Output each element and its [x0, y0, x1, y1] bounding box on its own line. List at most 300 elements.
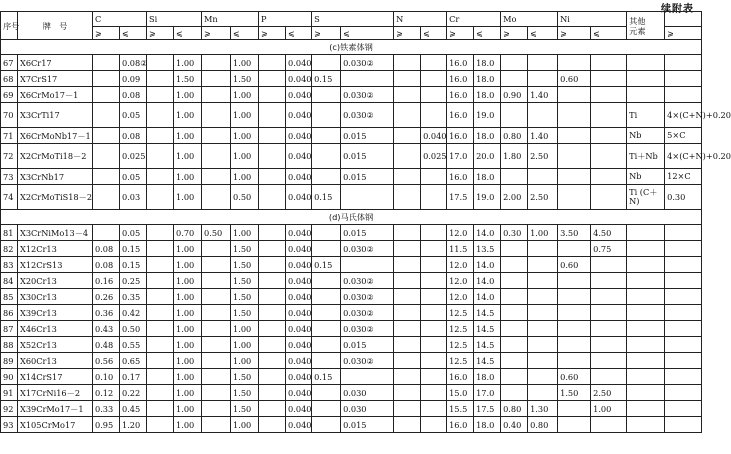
cell-s-max: 0.030② [341, 103, 394, 128]
cell-grade: X52Cr13 [18, 337, 93, 353]
cell-ni-max [591, 369, 627, 385]
cell-el [627, 369, 665, 385]
cell-no: 72 [1, 144, 18, 169]
cell-si-max: 1.00 [174, 257, 202, 273]
cell-s-min [312, 289, 341, 305]
cell-s-max: 0.015 [341, 337, 394, 353]
cell-cr-min: 16.0 [447, 128, 474, 144]
cell-grade: X39Cr13 [18, 305, 93, 321]
cell-mn-max: 1.00 [231, 103, 259, 128]
cell-mo-max: 2.50 [528, 185, 558, 210]
cell-el [627, 71, 665, 87]
cell-p-min [259, 241, 286, 257]
cell-ni-min [558, 273, 591, 289]
cell-mn-min [202, 55, 231, 71]
section-title: (c)铁素体钢 [1, 40, 702, 55]
cell-si-max: 1.00 [174, 289, 202, 305]
table-row [1, 241, 702, 257]
cell-si-min [147, 169, 174, 185]
cell-ni-min [558, 305, 591, 321]
cell-mo-max: 1.40 [528, 87, 558, 103]
cell-mn-max: 1.50 [231, 369, 259, 385]
cell-mn-min [202, 385, 231, 401]
cell-s-min [312, 225, 341, 241]
cell-s-max: 0.015 [341, 169, 394, 185]
cell-mo-min [501, 71, 528, 87]
cell-n-min [394, 305, 421, 321]
cell-si-min [147, 103, 174, 128]
cell-p-max: 0.040 [286, 144, 312, 169]
header-max-sign: ⩽ [174, 27, 202, 40]
cell-el-min [665, 273, 702, 289]
cell-mo-min [501, 289, 528, 305]
cell-ni-max [591, 144, 627, 169]
cell-n-max: 0.040 [421, 128, 447, 144]
cell-s-min [312, 353, 341, 369]
cell-cr-min: 12.0 [447, 257, 474, 273]
cell-el-min [665, 401, 702, 417]
cell-c-min [93, 225, 120, 241]
cell-c-max: 0.05 [120, 103, 147, 128]
table-body [1, 40, 731, 433]
cell-si-max: 1.00 [174, 87, 202, 103]
cell-cr-min: 16.0 [447, 417, 474, 433]
cell-ni-max [591, 289, 627, 305]
cell-n-max [421, 289, 447, 305]
table-row [1, 305, 702, 321]
cell-p-min [259, 128, 286, 144]
cell-p-max: 0.040 [286, 103, 312, 128]
cell-si-max: 1.00 [174, 337, 202, 353]
cell-ni-min: 0.60 [558, 369, 591, 385]
cell-c-min [93, 55, 120, 71]
cell-el-min: 5×C [665, 128, 702, 144]
cell-s-max [341, 369, 394, 385]
cell-si-max: 1.00 [174, 305, 202, 321]
header-max-sign: ⩽ [341, 27, 394, 40]
cell-si-max: 1.00 [174, 321, 202, 337]
cell-el: Nb [627, 128, 665, 144]
cell-s-min [312, 337, 341, 353]
cell-s-min [312, 87, 341, 103]
cell-mo-min [501, 337, 528, 353]
cell-mn-max: 1.50 [231, 71, 259, 87]
cell-grade: X6CrMoNb17－1 [18, 128, 93, 144]
header-max-sign: ⩽ [286, 27, 312, 40]
cell-ni-max [591, 185, 627, 210]
cell-el [627, 385, 665, 401]
cell-p-min [259, 103, 286, 128]
cell-p-max: 0.040 [286, 369, 312, 385]
cell-n-max [421, 321, 447, 337]
cell-el [627, 87, 665, 103]
cell-mo-max [528, 103, 558, 128]
cell-n-min [394, 185, 421, 210]
header-s: S [312, 12, 394, 27]
cell-ni-min [558, 353, 591, 369]
cell-si-max: 1.00 [174, 369, 202, 385]
cell-mn-max: 1.50 [231, 385, 259, 401]
cell-mo-min [501, 353, 528, 369]
cell-mn-max: 1.00 [231, 321, 259, 337]
cell-si-min [147, 128, 174, 144]
cell-n-min [394, 87, 421, 103]
cell-c-max: 0.42 [120, 305, 147, 321]
cell-mo-min: 0.80 [501, 128, 528, 144]
cell-ni-max: 2.50 [591, 385, 627, 401]
cell-mn-min [202, 103, 231, 128]
cell-p-min [259, 55, 286, 71]
cell-si-min [147, 71, 174, 87]
cell-mn-min [202, 353, 231, 369]
cell-mn-min [202, 289, 231, 305]
cell-s-min [312, 103, 341, 128]
table-row [1, 87, 702, 103]
header-grade: 牌 号 [18, 12, 93, 40]
header-mo: Mo [501, 12, 558, 27]
cell-cr-max: 14.0 [474, 273, 501, 289]
table-row [1, 71, 702, 87]
cell-mn-min [202, 369, 231, 385]
cell-mo-max [528, 55, 558, 71]
cell-c-max: 0.15 [120, 241, 147, 257]
cell-si-max: 1.00 [174, 241, 202, 257]
cell-no: 91 [1, 385, 18, 401]
cell-mn-min [202, 241, 231, 257]
table-row [1, 273, 702, 289]
table-row [1, 55, 702, 71]
cell-mn-max: 1.00 [231, 87, 259, 103]
cell-el-min [665, 55, 702, 71]
cell-no: 69 [1, 87, 18, 103]
cell-ni-min [558, 241, 591, 257]
cell-el-min [665, 241, 702, 257]
table-row [1, 185, 702, 210]
cell-p-min [259, 225, 286, 241]
cell-el [627, 353, 665, 369]
cell-si-min [147, 87, 174, 103]
header-max-sign: ⩽ [421, 27, 447, 40]
cell-ni-max [591, 337, 627, 353]
cell-cr-max: 14.0 [474, 289, 501, 305]
cell-ni-max: 1.00 [591, 401, 627, 417]
cell-c-min [93, 103, 120, 128]
cell-mo-min [501, 321, 528, 337]
cell-s-min [312, 55, 341, 71]
table-row [1, 225, 702, 241]
cell-c-min: 0.36 [93, 305, 120, 321]
cell-cr-min: 16.0 [447, 55, 474, 71]
cell-ni-min: 0.60 [558, 71, 591, 87]
cell-n-min [394, 369, 421, 385]
header-min-sign: ⩾ [558, 27, 591, 40]
cell-cr-min: 12.5 [447, 305, 474, 321]
cell-n-min [394, 273, 421, 289]
cell-grade: X12CrS13 [18, 257, 93, 273]
cell-mo-max: 1.30 [528, 401, 558, 417]
table-header [1, 12, 702, 40]
cell-grade: X14CrS17 [18, 369, 93, 385]
cell-p-min [259, 71, 286, 87]
cell-p-max: 0.040 [286, 128, 312, 144]
cell-grade: X20Cr13 [18, 273, 93, 289]
cell-c-min [93, 71, 120, 87]
cell-p-max: 0.040 [286, 241, 312, 257]
cell-ni-max [591, 417, 627, 433]
cell-c-min: 0.48 [93, 337, 120, 353]
cell-no: 84 [1, 273, 18, 289]
cell-mo-max [528, 353, 558, 369]
cell-si-max: 1.00 [174, 417, 202, 433]
cell-cr-max: 13.5 [474, 241, 501, 257]
cell-cr-min: 11.5 [447, 241, 474, 257]
cell-c-max: 0.22 [120, 385, 147, 401]
cell-ni-max [591, 273, 627, 289]
cell-c-max: 0.09 [120, 71, 147, 87]
cell-ni-min: 1.50 [558, 385, 591, 401]
cell-c-min: 0.33 [93, 401, 120, 417]
cell-c-min [93, 144, 120, 169]
cell-ni-min [558, 401, 591, 417]
header-p: P [259, 12, 312, 27]
cell-c-max: 0.65 [120, 353, 147, 369]
cell-mo-max [528, 241, 558, 257]
cell-ni-min [558, 103, 591, 128]
cell-mo-min: 1.80 [501, 144, 528, 169]
cell-ni-min [558, 185, 591, 210]
cell-c-min: 0.43 [93, 321, 120, 337]
cell-p-max: 0.040 [286, 55, 312, 71]
cell-n-max: 0.025 [421, 144, 447, 169]
cell-si-min [147, 273, 174, 289]
table-row [1, 128, 702, 144]
table-row [1, 369, 702, 385]
cell-no: 89 [1, 353, 18, 369]
header-si: Si [147, 12, 202, 27]
cell-si-max: 0.70 [174, 225, 202, 241]
cell-p-min [259, 289, 286, 305]
cell-mo-max [528, 337, 558, 353]
cell-p-max: 0.040 [286, 305, 312, 321]
cell-n-min [394, 289, 421, 305]
cell-el-min [665, 385, 702, 401]
header-mn: Mn [202, 12, 259, 27]
cell-s-max: 0.015 [341, 128, 394, 144]
cell-n-max [421, 185, 447, 210]
cell-c-min: 0.95 [93, 417, 120, 433]
cell-grade: X6CrMo17－1 [18, 87, 93, 103]
cell-s-max: 0.030 [341, 401, 394, 417]
cell-c-max: 0.55 [120, 337, 147, 353]
cell-si-max: 1.00 [174, 103, 202, 128]
cell-n-max [421, 103, 447, 128]
cell-no: 92 [1, 401, 18, 417]
header-other-min-top [665, 12, 702, 27]
cell-el [627, 241, 665, 257]
cell-cr-min: 12.0 [447, 273, 474, 289]
cell-cr-max: 19.0 [474, 103, 501, 128]
cell-no: 73 [1, 169, 18, 185]
cell-c-min [93, 185, 120, 210]
cell-grade: X60Cr13 [18, 353, 93, 369]
cell-ni-max: 4.50 [591, 225, 627, 241]
cell-si-max: 1.00 [174, 273, 202, 289]
cell-cr-min: 17.0 [447, 144, 474, 169]
cell-mn-min [202, 257, 231, 273]
cell-n-min [394, 103, 421, 128]
cell-p-min [259, 257, 286, 273]
cell-mo-min [501, 273, 528, 289]
cell-no: 70 [1, 103, 18, 128]
cell-el-min [665, 305, 702, 321]
cell-cr-min: 12.5 [447, 337, 474, 353]
cell-cr-max: 18.0 [474, 55, 501, 71]
cell-mo-max: 1.00 [528, 225, 558, 241]
section-row [1, 210, 702, 225]
cell-grade: X2CrMoTiS18－2 [18, 185, 93, 210]
cell-no: 86 [1, 305, 18, 321]
cell-s-min [312, 321, 341, 337]
cell-p-min [259, 169, 286, 185]
cell-el: Nb [627, 169, 665, 185]
cell-el: Ti＋Nb [627, 144, 665, 169]
cell-n-min [394, 241, 421, 257]
cell-c-max: 0.05 [120, 225, 147, 241]
cell-el-min [665, 417, 702, 433]
cell-cr-max: 14.0 [474, 225, 501, 241]
header-min-sign: ⩾ [447, 27, 474, 40]
cell-si-min [147, 305, 174, 321]
cell-cr-max: 18.0 [474, 128, 501, 144]
cell-mn-max: 1.50 [231, 401, 259, 417]
cell-grade: X105CrMo17 [18, 417, 93, 433]
cell-cr-max: 18.0 [474, 417, 501, 433]
cell-mn-min [202, 321, 231, 337]
cell-n-max [421, 169, 447, 185]
cell-p-min [259, 417, 286, 433]
cell-mn-max: 0.50 [231, 185, 259, 210]
cell-ni-min: 0.60 [558, 257, 591, 273]
cell-mn-min [202, 128, 231, 144]
header-ni: Ni [558, 12, 627, 27]
cell-ni-max [591, 257, 627, 273]
cell-el-min: 12×C [665, 169, 702, 185]
cell-cr-max: 20.0 [474, 144, 501, 169]
cell-si-min [147, 353, 174, 369]
cell-cr-max: 14.0 [474, 257, 501, 273]
header-min-sign: ⩾ [147, 27, 174, 40]
cell-c-min: 0.16 [93, 273, 120, 289]
cell-si-min [147, 417, 174, 433]
cell-p-max: 0.040 [286, 71, 312, 87]
cell-n-max [421, 257, 447, 273]
cell-si-min [147, 225, 174, 241]
cell-cr-min: 16.0 [447, 103, 474, 128]
cell-n-max [421, 55, 447, 71]
cell-ni-min: 3.50 [558, 225, 591, 241]
cell-ni-max [591, 169, 627, 185]
composition-table [0, 11, 731, 433]
cell-s-max: 0.030② [341, 55, 394, 71]
cell-mn-max: 1.00 [231, 128, 259, 144]
cell-mo-min [501, 369, 528, 385]
cell-mn-max: 1.00 [231, 169, 259, 185]
cell-cr-max: 18.0 [474, 369, 501, 385]
cell-c-max: 0.03 [120, 185, 147, 210]
cell-mo-max: 0.80 [528, 417, 558, 433]
cell-cr-min: 16.0 [447, 369, 474, 385]
cell-no: 83 [1, 257, 18, 273]
cell-mn-max: 1.50 [231, 241, 259, 257]
cell-n-max [421, 71, 447, 87]
cell-mn-max: 1.50 [231, 273, 259, 289]
cell-mn-min [202, 305, 231, 321]
cell-s-min [312, 144, 341, 169]
cell-mo-max [528, 305, 558, 321]
cell-s-max: 0.015 [341, 144, 394, 169]
cell-c-max: 0.15 [120, 257, 147, 273]
cell-ni-max [591, 71, 627, 87]
cell-c-min: 0.08 [93, 241, 120, 257]
cell-c-min [93, 169, 120, 185]
cell-mo-min: 0.90 [501, 87, 528, 103]
cell-c-min: 0.12 [93, 385, 120, 401]
cell-mn-min: 0.50 [202, 225, 231, 241]
cell-c-max: 0.25 [120, 273, 147, 289]
cell-grade: X3CrTi17 [18, 103, 93, 128]
cell-si-min [147, 289, 174, 305]
cell-ni-max [591, 128, 627, 144]
cell-c-min [93, 87, 120, 103]
cell-s-min [312, 169, 341, 185]
cell-p-min [259, 321, 286, 337]
table-row [1, 103, 702, 128]
cell-ni-max: 0.75 [591, 241, 627, 257]
cell-s-max: 0.030② [341, 289, 394, 305]
cell-s-max [341, 257, 394, 273]
cell-el-min [665, 369, 702, 385]
cell-p-max: 0.040 [286, 417, 312, 433]
cell-grade: X6Cr17 [18, 55, 93, 71]
cell-no: 82 [1, 241, 18, 257]
cell-mn-max: 1.00 [231, 55, 259, 71]
cell-n-min [394, 257, 421, 273]
cell-n-min [394, 337, 421, 353]
cell-mo-min: 0.80 [501, 401, 528, 417]
cell-n-min [394, 71, 421, 87]
cell-no: 81 [1, 225, 18, 241]
cell-n-max [421, 305, 447, 321]
cell-cr-min: 12.5 [447, 321, 474, 337]
cell-el [627, 225, 665, 241]
cell-grade: X7CrS17 [18, 71, 93, 87]
cell-mn-min [202, 144, 231, 169]
cell-s-min [312, 241, 341, 257]
cell-si-max: 1.00 [174, 385, 202, 401]
cell-s-min [312, 385, 341, 401]
cell-ni-min [558, 128, 591, 144]
cell-c-min: 0.10 [93, 369, 120, 385]
cell-mo-max [528, 369, 558, 385]
header-min-sign: ⩾ [312, 27, 341, 40]
cell-mo-max [528, 385, 558, 401]
cell-grade: X3CrNb17 [18, 169, 93, 185]
cell-ni-max [591, 87, 627, 103]
cell-mn-min [202, 273, 231, 289]
cell-ni-min [558, 169, 591, 185]
cell-p-max: 0.040 [286, 401, 312, 417]
cell-mo-max: 1.40 [528, 128, 558, 144]
